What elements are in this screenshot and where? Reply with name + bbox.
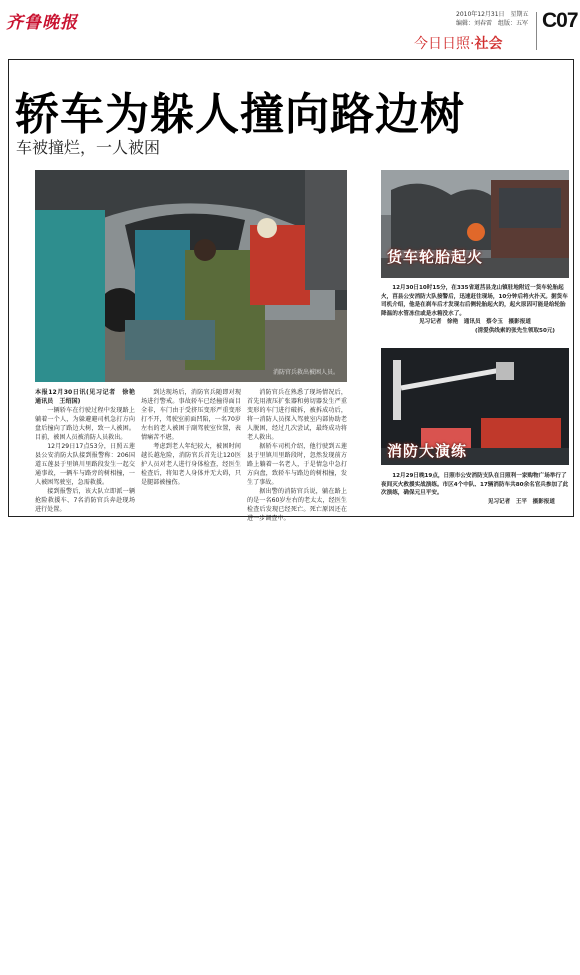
- truck-fire-photo: [381, 170, 569, 278]
- subheadline: 车被撞烂，一人被困: [16, 138, 161, 157]
- fire-drill-photo: [381, 348, 569, 465]
- article-paragraph: 到达现场后，消防官兵随即对现场进行警戒。事故轿车已经撞得面目全非，车门由于受挤压变形严重变形打不开，驾驶室前面凹陷，一名70岁左右的老人被困于副驾驶室位置，表情痛苦不堪。: [141, 389, 241, 441]
- masthead: [0, 0, 580, 58]
- headline: 轿车为躲人撞向路边树: [15, 89, 465, 140]
- fire-drill-credit: 见习记者 王平 摄影报道: [487, 498, 555, 505]
- fire-drill-overlay-title: 消防大演练: [387, 442, 468, 460]
- page-number: C07: [542, 9, 578, 32]
- main-photo-caption: 消防官兵救出被困人员。: [272, 369, 339, 376]
- article-paragraph: 据轿车司机介绍，他行驶到五莲县于里镇川里路段时，忽然发现前方路上躺着一名老人，于是情急中急打方向盘，致轿车与路边的树相撞，发生了事故。: [247, 443, 347, 486]
- truck-fire-credit: 见习记者 徐艳 通讯员 蔡令玉 摄影报道: [419, 319, 531, 326]
- article-paragraph: 接到报警后，该大队立即派一辆抢险救援车、7名消防官兵奔赴现场进行处置。: [35, 488, 135, 513]
- article-column-2: [141, 388, 241, 512]
- article-frame: [8, 59, 574, 522]
- article-paragraph: 一辆轿车在行驶过程中发现路上躺着一个人，为躲避避司机急打方向盘后撞向了路边大树，致一人被困。目前，被困人员被消防人员救出。: [35, 407, 135, 441]
- article-paragraph: 考虑到老人年纪较大，被困时间越长越危险，消防官兵首先让120医护人员对老人进行身体检查，经医生检查后，将知老人身体并无大碍，只是腿部被撞伤。: [141, 443, 241, 486]
- issue-date: 2010年12月31日 星期五: [456, 11, 529, 18]
- section-prefix: 今日日照·: [414, 36, 475, 52]
- issue-meta: [456, 10, 536, 28]
- article-paragraph: 据出警的消防官兵说，躺在路上的是一名60岁左右的老太太，经医生检查后发现已经死亡。死亡原因还在进一步调查中。: [247, 488, 347, 522]
- truck-fire-note: (清爱供线索的张先生领取50元): [474, 327, 555, 334]
- fire-drill-story: [381, 472, 569, 506]
- accident-scene-illustration: [35, 170, 347, 382]
- issue-editors: 编辑：刘春雷 组版：五军: [456, 20, 529, 27]
- article-byline: 本报12月30日讯(见习记者 徐艳 通讯员 王绍国): [35, 389, 142, 405]
- fire-drill-text: 12月29日晚19点，日照市公安消防支队在日照利一家购物广场举行了夜间灭火救援实战演练。市区4个中队、17辆消防车共80余名官兵参加了此次演练，确保元旦平安。: [381, 473, 569, 497]
- main-photo: [35, 170, 347, 382]
- section-name: 社会: [474, 36, 503, 52]
- article-column-3: [247, 388, 347, 522]
- masthead-divider: [536, 12, 537, 50]
- article-body: [35, 388, 347, 522]
- truck-fire-story: [381, 284, 569, 336]
- article-column-1: [35, 388, 142, 513]
- newspaper-logo: 齐鲁晚报: [6, 13, 78, 33]
- truck-fire-text: 12月30日10时15分，在335省道莒县龙山镇驻地附近一货车轮胎起火，莒县公安消防大队接警后，迅速赶往现场，10分钟后将火扑灭。据货车司机介绍，他是在刹车后才发现右后侧轮胎起火的，起火原因可能是给轮胎降温的水管冻住或是水箱没水了。: [381, 285, 568, 317]
- section-title: [414, 33, 502, 53]
- article-paragraph: 消防官兵在熟悉了现场情况后，首先用液压扩张器和剪切器发生严重变形的车门进行破拆，被拆成功后，将一消防人员探入驾驶室内部协助老人脱困，经过几次尝试，最终成功将老人救出。: [247, 389, 347, 441]
- article-paragraph: 12月29日17点53分，日照五莲县公安消防大队接到报警称：206国道五莲县于里镇川里路段发生一起交通事故，一辆车与路旁的树相撞，一人被困驾驶室，急需救援。: [35, 443, 135, 486]
- truck-fire-overlay-title: 货车轮胎起火: [387, 248, 484, 266]
